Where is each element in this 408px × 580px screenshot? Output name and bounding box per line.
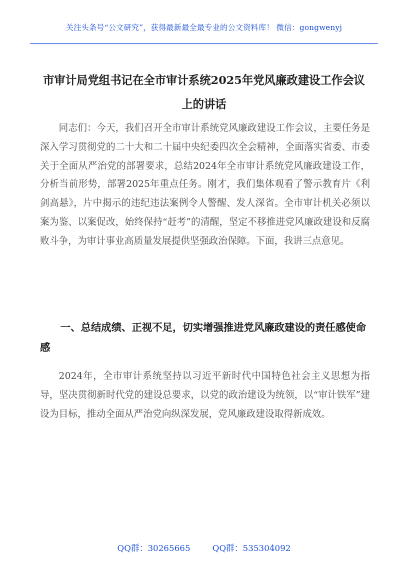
footer [0, 542, 408, 554]
opening-paragraph: 同志们：今天，我们召开全市审计系统党风廉政建设工作会议，主要任务是深入学习贯彻党的二十大和二十届中央纪委四次全会精神，全面落实省委、市委关于全面从严治党的部署要求，总结2024年全市审计系统党风廉政建设工作，分析当前形势，部署2025年重点任务。刚才，我们集体观看了警示教育片《利剑高悬》，片中揭示的违纪违法案例令人警醒、发人深省。全市审计机关必须以案为鉴、以案促改，始终保持“赶考”的清醒，坚定不移推进党风廉政建设和反腐败斗争，为审计事业高质量发展提供坚强政治保障。下面，我讲三点意见。 [40, 123, 370, 247]
footer-qq-group-2: QQ群：535304092 [212, 543, 291, 553]
header-divider [30, 43, 378, 44]
section-1-heading: 一、总结成绩、正视不足，切实增强推进党风廉政建设的责任感使命感 [40, 322, 367, 354]
section-1-paragraph: 2024年，全市审计系统坚持以习近平新时代中国特色社会主义思想为指导，坚决贯彻新时代党的建设总要求，以党的政治建设为统领，以“审计铁军”建设为目标，推动全面从严治党向纵深发展，党风廉政建设取得新成效。 [40, 371, 370, 420]
header-banner: 关注头条号“公文研究”，获得最新最全最专业的公文资料库！ 微信：gongwenyj [65, 23, 343, 32]
document-title: 市审计局党组书记在全市审计系统2025年党风廉政建设工作会议上的讲话 [42, 73, 365, 111]
footer-qq-group-1: QQ群：30265665 [117, 543, 191, 553]
